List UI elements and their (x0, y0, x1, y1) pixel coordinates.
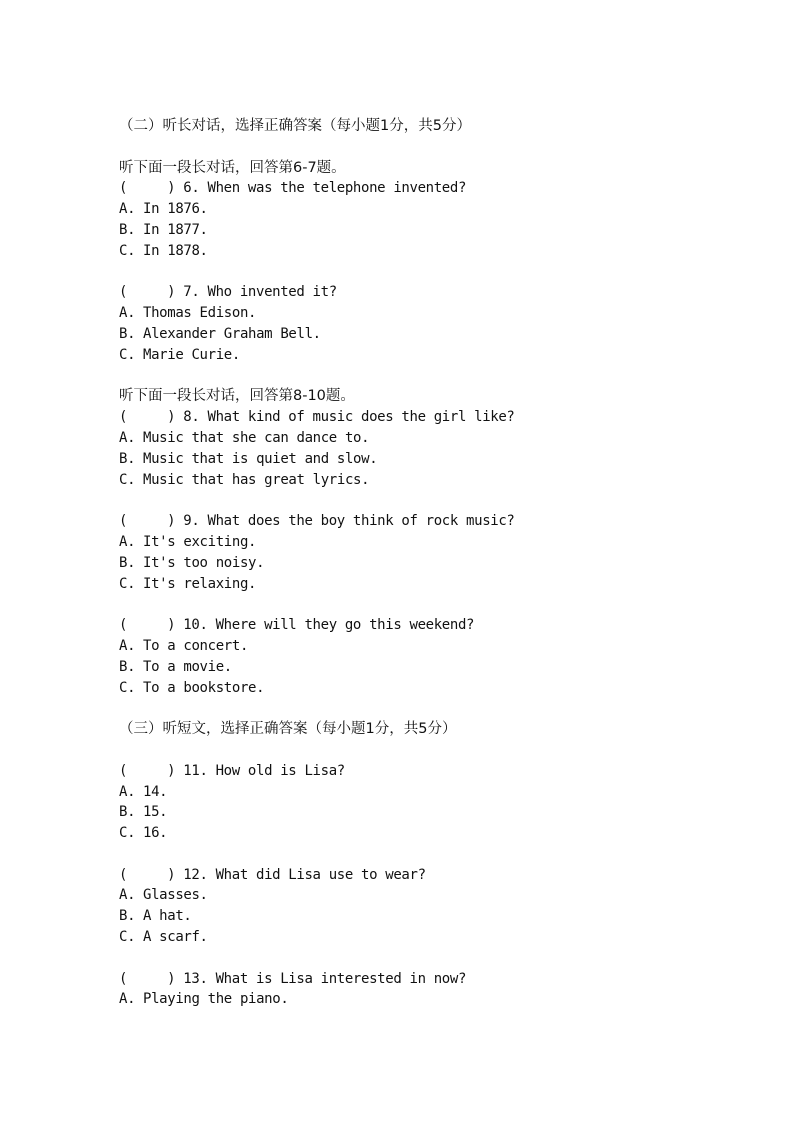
answer-paren-close: ) (167, 180, 176, 197)
option-b: B. It's too noisy. (119, 554, 265, 571)
section-2-title: （二）听长对话，选择正确答案（每小题1分，共5分） (119, 118, 471, 134)
option-a: A. It's exciting. (119, 533, 257, 550)
option-b: B. Music that is quiet and slow. (119, 450, 378, 467)
question-text: 7. Who invented it? (183, 284, 337, 301)
answer-paren-open: ( (119, 284, 128, 301)
option-a: A. Playing the piano. (119, 991, 289, 1008)
answer-paren-close: ) (167, 409, 176, 426)
option-c: C. To a bookstore. (119, 679, 265, 696)
answer-paren-close: ) (167, 762, 176, 779)
answer-paren-close: ) (167, 617, 176, 634)
option-c: C. Marie Curie. (119, 346, 240, 363)
question-13 (119, 969, 759, 990)
section-3-title: （三）听短文，选择正确答案（每小题1分，共5分） (119, 721, 457, 738)
question-12 (119, 865, 759, 886)
option-a: A. Glasses. (119, 887, 208, 904)
option-a: A. Music that she can dance to. (119, 429, 370, 446)
question-text: 8. What kind of music does the girl like? (183, 409, 515, 426)
question-text: 6. When was the telephone invented? (183, 180, 467, 197)
question-text: 11. How old is Lisa? (183, 762, 345, 779)
option-c: C. It's relaxing. (119, 575, 257, 592)
option-b: B. Alexander Graham Bell. (119, 325, 321, 342)
question-text: 10. Where will they go this weekend? (183, 617, 475, 634)
option-a: A. Thomas Edison. (119, 305, 257, 322)
question-10 (119, 615, 759, 636)
option-a: A. To a concert. (119, 637, 249, 654)
question-8 (119, 407, 759, 428)
question-text: 12. What did Lisa use to wear? (183, 866, 426, 883)
option-c: C. In 1878. (119, 242, 208, 259)
option-a: A. 14. (119, 783, 168, 800)
spacer (119, 948, 759, 969)
question-text: 13. What is Lisa interested in now? (183, 970, 467, 987)
question-7 (119, 282, 759, 303)
dialogue-1-intro: 听下面一段长对话，回答第6-7题。 (119, 159, 346, 176)
option-b: B. To a movie. (119, 658, 232, 675)
spacer (119, 594, 759, 615)
answer-paren-close: ) (167, 284, 176, 301)
option-a: A. In 1876. (119, 201, 208, 218)
answer-paren-close: ) (167, 513, 176, 530)
dialogue-2-intro: 听下面一段长对话，回答第8-10题。 (119, 388, 355, 405)
spacer (119, 844, 759, 865)
option-b: B. 15. (119, 804, 168, 821)
answer-paren-open: ( (119, 762, 128, 779)
option-b: B. A hat. (119, 908, 192, 925)
spacer (119, 366, 759, 387)
question-6 (119, 178, 759, 199)
option-c: C. A scarf. (119, 929, 208, 946)
option-b: B. In 1877. (119, 221, 208, 238)
question-text: 9. What does the boy think of rock music? (183, 513, 515, 530)
answer-paren-open: ( (119, 180, 128, 197)
spacer (119, 137, 759, 158)
answer-paren-open: ( (119, 513, 128, 530)
option-c: C. 16. (119, 825, 168, 842)
answer-paren-close: ) (167, 866, 176, 883)
question-9 (119, 511, 759, 532)
question-11 (119, 761, 759, 782)
spacer (119, 262, 759, 283)
spacer (119, 698, 759, 719)
option-c: C. Music that has great lyrics. (119, 471, 370, 488)
answer-paren-close: ) (167, 970, 176, 987)
spacer (119, 740, 759, 761)
answer-paren-open: ( (119, 866, 128, 883)
answer-paren-open: ( (119, 970, 128, 987)
spacer (119, 490, 759, 511)
answer-paren-open: ( (119, 409, 128, 426)
exam-page (119, 116, 759, 1010)
answer-paren-open: ( (119, 617, 128, 634)
